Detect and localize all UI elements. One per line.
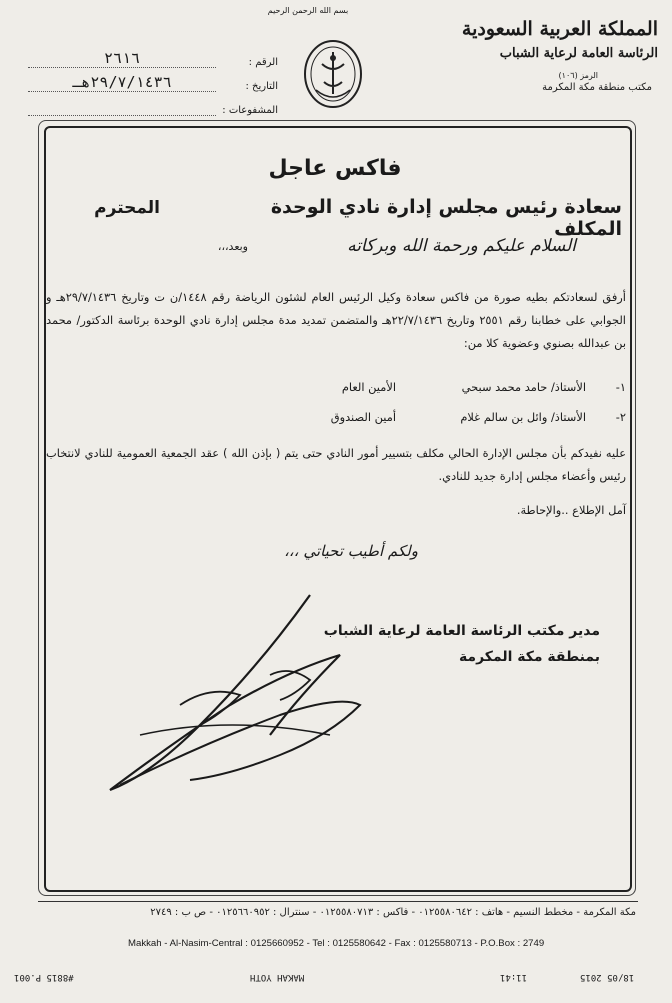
handwritten-signature: [80, 585, 400, 825]
kingdom-name: المملكة العربية السعودية: [461, 18, 658, 40]
signatory-title-line-1: مدير مكتب الرئاسة العامة لرعاية الشباب: [323, 623, 600, 639]
attachments-label: المشفوعات :: [222, 105, 278, 116]
office-name: مكتب منطقة مكة المكرمة: [542, 82, 652, 93]
basmala: بسم الله الرحمن الرحيم: [267, 6, 349, 15]
list-item: [46, 372, 626, 402]
closing-regards: ولكم أطيب تحياتي ،،،: [284, 542, 418, 560]
organization-header: [428, 18, 658, 93]
honorific: المحترم: [94, 198, 160, 218]
recipient: سعادة رئيس مجلس إدارة نادي الوحدة المكلف: [270, 196, 622, 240]
number-label: الرقم :: [248, 57, 278, 68]
closing-request: آمل الإطلاع ..والإحاطة.: [516, 503, 626, 517]
date-label: التاريخ :: [245, 81, 278, 92]
attachments-row: [28, 92, 278, 116]
fax-time: 11:41: [500, 972, 528, 982]
footer-divider: [38, 901, 638, 902]
member-role: أمين الصندوق: [330, 410, 396, 424]
member-name: الأستاذ/ حامد محمد سبحي: [461, 380, 586, 394]
footer-contact-english: Makkah - Al-Nasim-Central : 0125660952 - Tel : 0125580642 - Fax : 0125580713 - P.O.Box : 2749: [128, 938, 545, 949]
fax-job: #8815 P.001: [14, 972, 74, 982]
members-list: [46, 372, 626, 432]
letter-title: فاكس عاجل: [268, 156, 402, 181]
after-greeting: وبعد،،،: [217, 240, 248, 253]
paragraph-2: عليه نفيدكم بأن مجلس الإدارة الحالي مكلف بتسيير أمور النادي حتى يتم ( بإذن الله ) عقد الجمعية العمومية للنادي لانتخاب رئيس وأعضاء مجلس إدارة جديد للنادي.: [46, 446, 626, 483]
fax-date: 18/05 2015: [580, 972, 635, 982]
department-name: الرئاسة العامة لرعاية الشباب: [499, 46, 658, 61]
member-number: ١-: [615, 380, 626, 394]
number-value: ٢٦١٦: [28, 49, 216, 68]
list-item: [46, 402, 626, 432]
signatory-title-line-2: بمنطقة مكة المكرمة: [458, 649, 600, 665]
reference-date-row: [28, 68, 278, 92]
paragraph-1: أرفق لسعادتكم بطيه صورة من فاكس سعادة وكيل الرئيس العام لشئون الرياضة رقم ١٤٤٨/ن ت وتاريخ ٢٩/٧/١٤٣٦هـ و الجوابي على خطابنا رقم ٢٥٥١ وتاريخ ٢٢/٧/١٤٣٦هـ والمتضمن تمديد مدة مجلس إدارة نادي الوحدة برئاسة الدكتور/ محمد بن عبدالله بصنوي وعضوية كلا من:: [46, 290, 626, 350]
emblem-logo-icon: [302, 38, 364, 110]
fax-transmission-line: [0, 972, 672, 994]
greeting: السلام عليكم ورحمة الله وبركاته: [347, 236, 576, 256]
footer-contact-arabic: مكة المكرمة - مخطط النسيم - هاتف : ٠١٢٥٥٨٠٦٤٢ - فاكس : ٠١٢٥٥٨٠٧١٣ - سنترال : ٠١٢٥٦٦٠٩٥٢ - ص ب : ٢٧٤٩: [150, 907, 636, 918]
member-name: الأستاذ/ وائل بن سالم غلام: [460, 410, 586, 424]
reference-block: [28, 44, 278, 116]
member-role: الأمين العام: [341, 380, 396, 394]
member-number: ٢-: [615, 410, 626, 424]
reference-number-row: [28, 44, 278, 68]
office-code: الرمز (١٠٦): [558, 71, 598, 80]
attachments-value: [28, 103, 216, 116]
fax-sender: MAKAH YOTH: [250, 972, 305, 982]
date-value: ٢٩/٧/١٤٣٦هـ: [28, 73, 216, 92]
